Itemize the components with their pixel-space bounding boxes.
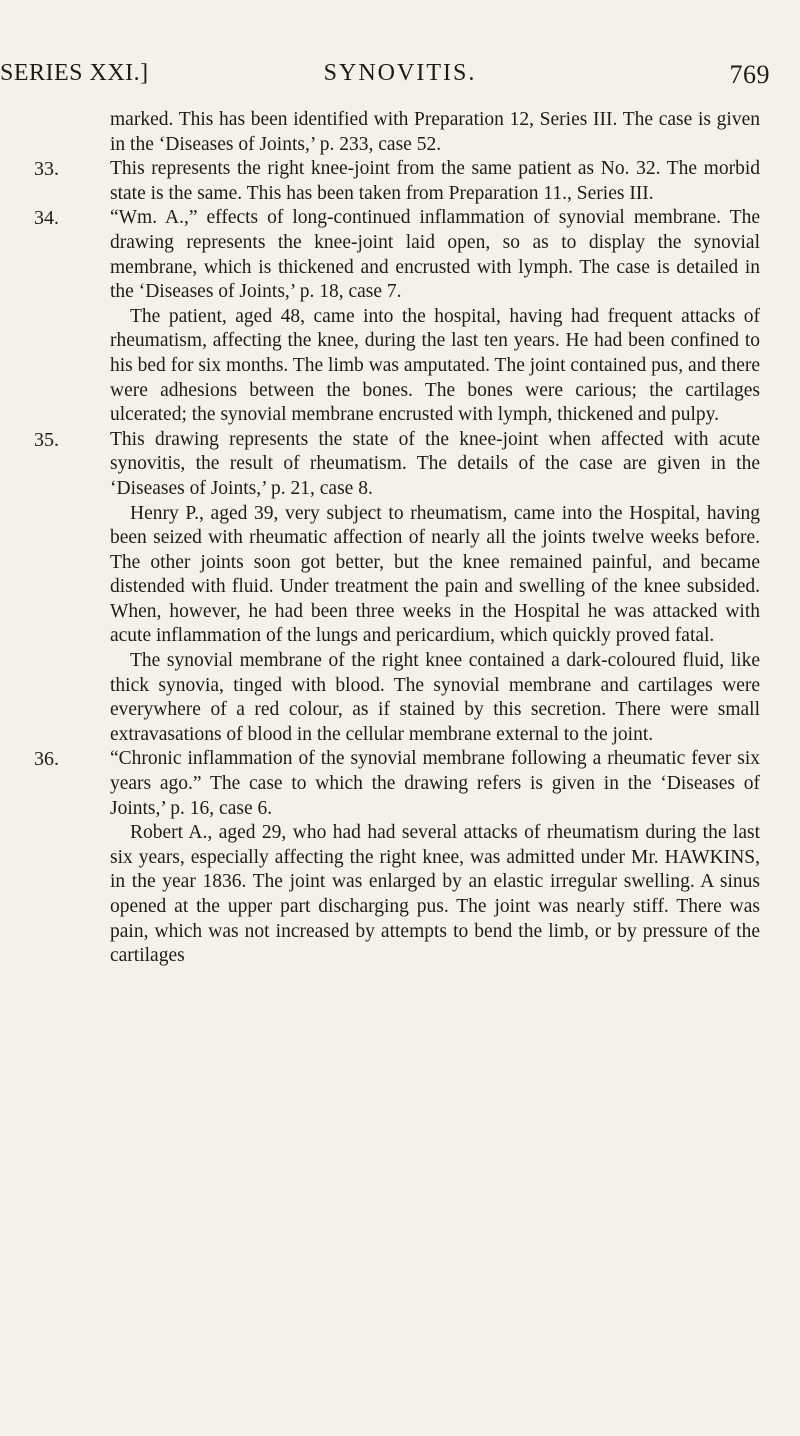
entry-35 bbox=[34, 428, 760, 748]
entry-paragraph: “Chronic inflammation of the synovial membrane following a rheumatic fever six years ago.” The case to which the drawing refers is given in the ‘Diseases of Joints,’ p. 16, case 6. bbox=[110, 748, 760, 819]
entry-paragraph: Henry P., aged 39, very subject to rheumatism, came into the Hospital, having been seized with rheumatic affection of nearly all the joints twelve weeks before. The other joints soon got better, but the knee remained painful, and became distended with fluid. Under treatment the pain and swelling of the knee subsided. When, however, he had been three weeks in the Hospital he was attacked with acute inflammation of the lungs and pericardium, which quickly proved fatal. bbox=[110, 502, 760, 647]
entry-number: 36. bbox=[34, 748, 59, 771]
body-text bbox=[34, 108, 760, 969]
running-header bbox=[0, 60, 800, 100]
page-number: 769 bbox=[729, 60, 770, 89]
entry-33 bbox=[34, 157, 760, 206]
entry-number: 35. bbox=[34, 428, 59, 451]
entry-number: 34. bbox=[34, 207, 59, 230]
page-title: SYNOVITIS. bbox=[323, 60, 477, 86]
entry-continued bbox=[50, 108, 760, 157]
entry-paragraph: Robert A., aged 29, who had had several attacks of rheumatism during the last six years, especially affecting the right knee, was admitted under Mr. HAWKINS, in the year 1836. The joint was enlarged by an elastic irregular swelling. A sinus opened at the upper part discharging pus. The joint was nearly stiff. There was pain, which was not increased by attempts to bend the limb, or by pressure of the cartilages bbox=[110, 822, 760, 967]
entry-36 bbox=[34, 747, 760, 968]
series-label: SERIES XXI.] bbox=[0, 60, 149, 86]
entry-paragraph: This drawing represents the state of the knee-joint when affected with acute synovitis, the result of rheumatism. The details of the case are given in the ‘Diseases of Joints,’ p. 21, case 8. bbox=[110, 428, 760, 499]
entry-paragraph: marked. This has been identified with Preparation 12, Series III. The case is given in the ‘Diseases of Joints,’ p. 233, case 52. bbox=[110, 109, 760, 155]
entry-34 bbox=[34, 206, 760, 427]
entry-paragraph: The patient, aged 48, came into the hospital, having had frequent attacks of rheumatism, affecting the knee, during the last ten years. He had been confined to his bed for six months. The limb was amputated. The joint contained pus, and there were adhesions between the bones. The bones were carious; the cartilages ulcerated; the synovial membrane encrusted with lymph, thickened and pulpy. bbox=[110, 305, 760, 426]
entry-number: 33. bbox=[34, 158, 59, 181]
entry-paragraph: The synovial membrane of the right knee contained a dark-coloured fluid, like thick synovia, tinged with blood. The synovial membrane and cartilages were everywhere of a red colour, as if stained by this secretion. There were small extravasations of blood in the cellular membrane external to the joint. bbox=[110, 650, 760, 745]
entry-paragraph: This represents the right knee-joint from the same patient as No. 32. The morbid state is the same. This has been taken from Preparation 11., Series III. bbox=[110, 158, 760, 204]
entry-paragraph: “Wm. A.,” effects of long-continued inflammation of synovial membrane. The drawing represents the knee-joint laid open, so as to display the synovial membrane, which is thickened and encrusted with lymph. The case is detailed in the ‘Diseases of Joints,’ p. 18, case 7. bbox=[110, 207, 760, 303]
